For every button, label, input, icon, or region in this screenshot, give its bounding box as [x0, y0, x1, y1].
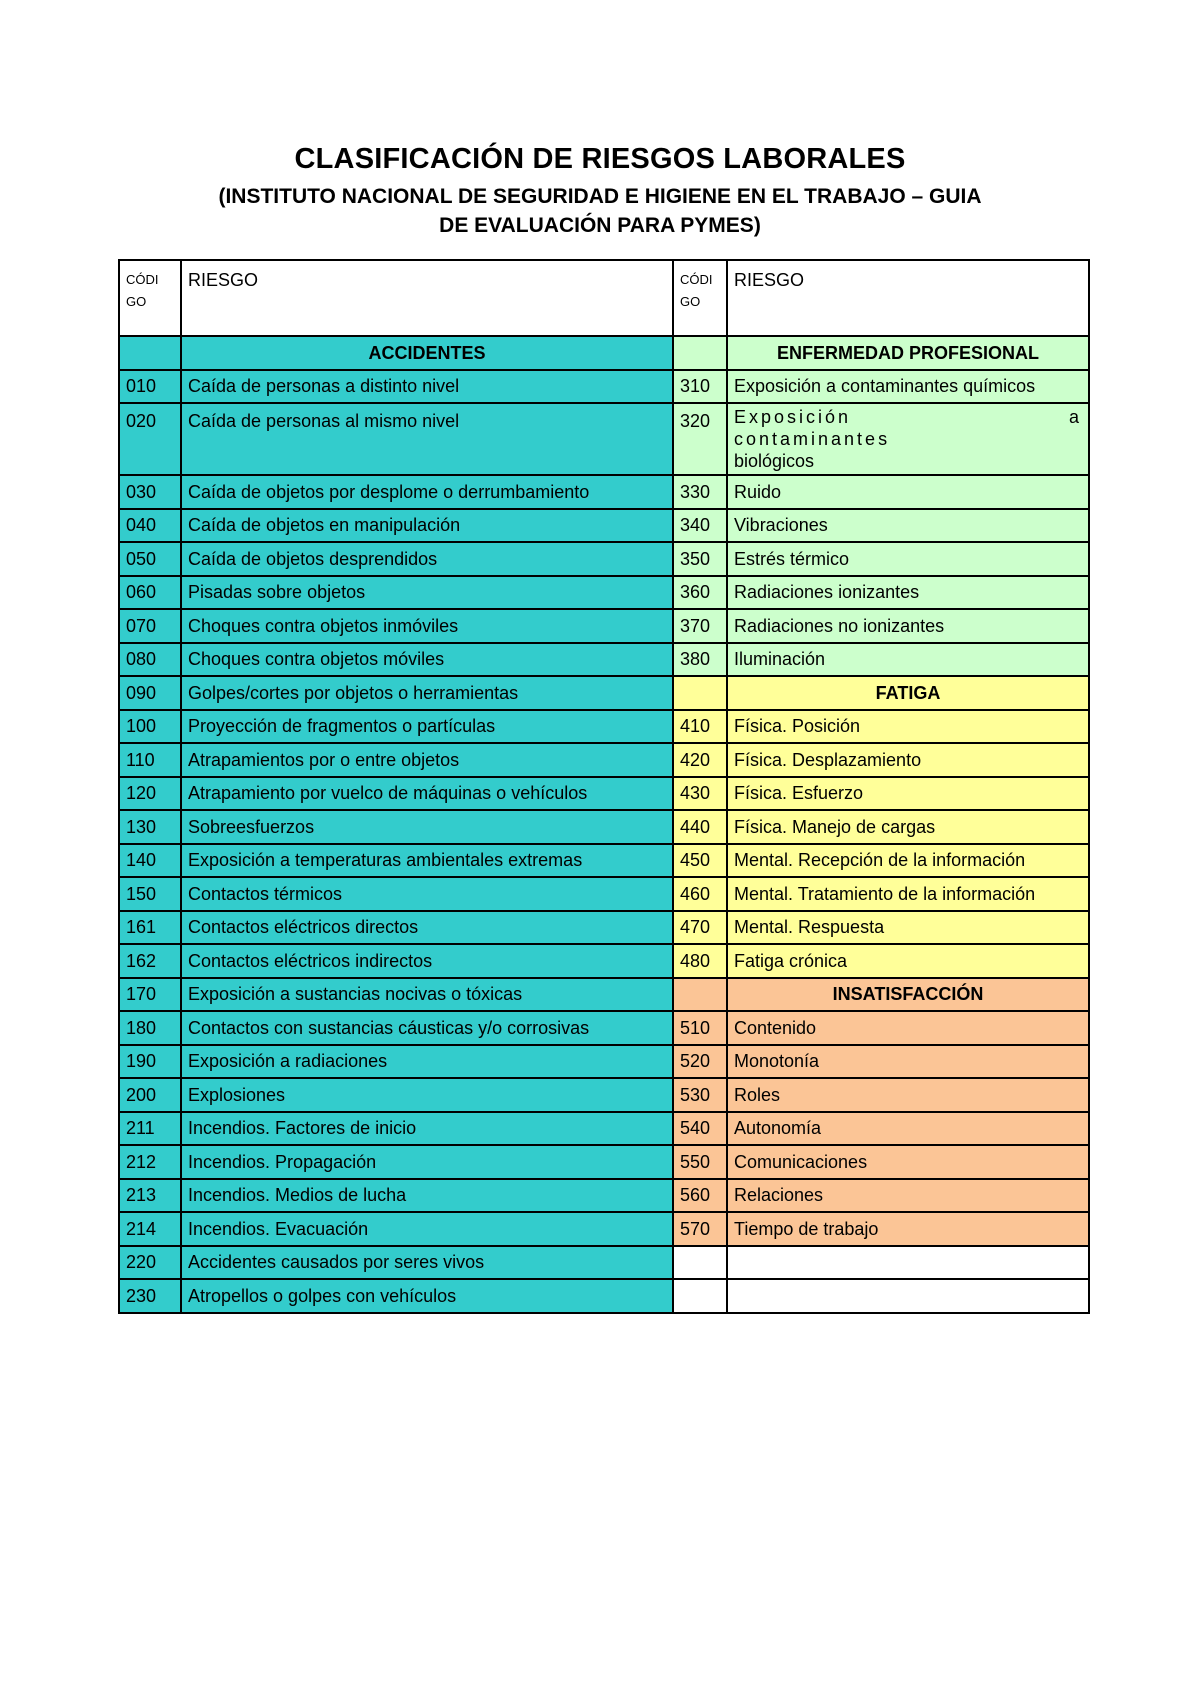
right-risk: Comunicaciones: [727, 1145, 1089, 1179]
right-risk-line-2: biológicos: [734, 451, 815, 471]
empty-cell: [673, 1246, 727, 1280]
left-risk: Exposición a sustancias nocivas o tóxicas: [181, 978, 673, 1012]
left-code: 212: [119, 1145, 181, 1179]
left-risk: Contactos con sustancias cáusticas y/o corrosivas: [181, 1011, 673, 1045]
right-code: 340: [673, 509, 727, 543]
table-row: [119, 1145, 1089, 1179]
left-code: 100: [119, 710, 181, 744]
empty-cell: [673, 1279, 727, 1313]
right-risk: Física. Esfuerzo: [727, 777, 1089, 811]
table-row: [119, 1112, 1089, 1146]
left-code: 120: [119, 777, 181, 811]
left-code: 200: [119, 1078, 181, 1112]
left-code: 180: [119, 1011, 181, 1045]
right-risk: Iluminación: [727, 643, 1089, 677]
right-risk: Tiempo de trabajo: [727, 1212, 1089, 1246]
table-row: [119, 475, 1089, 509]
left-code: 161: [119, 911, 181, 945]
subtitle-line-2: DE EVALUACIÓN PARA PYMES): [439, 214, 761, 237]
section-code-fatiga: [673, 676, 727, 710]
table-row: [119, 370, 1089, 404]
left-code: 214: [119, 1212, 181, 1246]
table-row: [119, 576, 1089, 610]
left-risk: Exposición a temperaturas ambientales extremas: [181, 844, 673, 878]
right-code: 480: [673, 944, 727, 978]
right-risk: Fatiga crónica: [727, 944, 1089, 978]
section-code-accidentes: [119, 336, 181, 370]
left-risk: Contactos eléctricos indirectos: [181, 944, 673, 978]
right-code: 360: [673, 576, 727, 610]
left-risk: Sobreesfuerzos: [181, 810, 673, 844]
right-risk: Mental. Tratamiento de la información: [727, 877, 1089, 911]
left-risk: Caída de personas al mismo nivel: [181, 403, 673, 475]
left-risk: Incendios. Propagación: [181, 1145, 673, 1179]
left-code: 213: [119, 1179, 181, 1213]
left-risk: Explosiones: [181, 1078, 673, 1112]
left-code: 162: [119, 944, 181, 978]
table-row: [119, 978, 1089, 1012]
right-code: 310: [673, 370, 727, 404]
right-risk: Radiaciones ionizantes: [727, 576, 1089, 610]
left-code: 150: [119, 877, 181, 911]
left-risk: Pisadas sobre objetos: [181, 576, 673, 610]
table-row: [119, 777, 1089, 811]
left-risk: Proyección de fragmentos o partículas: [181, 710, 673, 744]
table-row: [119, 743, 1089, 777]
left-code: 170: [119, 978, 181, 1012]
table-header-row: [119, 260, 1089, 336]
right-risk: Radiaciones no ionizantes: [727, 609, 1089, 643]
table-row: [119, 810, 1089, 844]
right-code: 460: [673, 877, 727, 911]
left-risk: Contactos térmicos: [181, 877, 673, 911]
section-title-accidentes: ACCIDENTES: [181, 336, 673, 370]
page-subtitle: [150, 182, 1050, 240]
left-risk: Incendios. Evacuación: [181, 1212, 673, 1246]
table-row: [119, 1179, 1089, 1213]
left-risk: Caída de objetos en manipulación: [181, 509, 673, 543]
right-risk: Física. Desplazamiento: [727, 743, 1089, 777]
left-risk: Incendios. Medios de lucha: [181, 1179, 673, 1213]
left-risk: Atropellos o golpes con vehículos: [181, 1279, 673, 1313]
right-code: 560: [673, 1179, 727, 1213]
left-code: 230: [119, 1279, 181, 1313]
table-row: [119, 1246, 1089, 1280]
section-title-insatisfaccion: INSATISFACCIÓN: [727, 978, 1089, 1012]
table-row: [119, 676, 1089, 710]
table-row: [119, 1045, 1089, 1079]
right-code: 450: [673, 844, 727, 878]
right-code: 520: [673, 1045, 727, 1079]
right-code: 530: [673, 1078, 727, 1112]
left-code: 130: [119, 810, 181, 844]
right-risk: Exposición a contaminantes químicos: [727, 370, 1089, 404]
right-code: 370: [673, 609, 727, 643]
section-title-enfermedad: ENFERMEDAD PROFESIONAL: [727, 336, 1089, 370]
right-code: 550: [673, 1145, 727, 1179]
right-code: 420: [673, 743, 727, 777]
header-code-left: CÓDI GO: [119, 260, 181, 336]
table-row: [119, 1011, 1089, 1045]
left-risk: Caída de objetos por desplome o derrumbamiento: [181, 475, 673, 509]
left-code: 080: [119, 643, 181, 677]
right-risk: Física. Manejo de cargas: [727, 810, 1089, 844]
table-row: [119, 911, 1089, 945]
table-row: [119, 336, 1089, 370]
table-row: [119, 609, 1089, 643]
left-code: 060: [119, 576, 181, 610]
right-code: 540: [673, 1112, 727, 1146]
left-risk: Caída de objetos desprendidos: [181, 542, 673, 576]
left-risk: Incendios. Factores de inicio: [181, 1112, 673, 1146]
right-code: 330: [673, 475, 727, 509]
risk-table: [118, 259, 1090, 1314]
right-risk: Física. Posición: [727, 710, 1089, 744]
left-code: 190: [119, 1045, 181, 1079]
right-code: 320: [673, 403, 727, 475]
left-code: 010: [119, 370, 181, 404]
right-code: 380: [673, 643, 727, 677]
left-risk: Accidentes causados por seres vivos: [181, 1246, 673, 1280]
right-code: 510: [673, 1011, 727, 1045]
left-code: 220: [119, 1246, 181, 1280]
right-code: 430: [673, 777, 727, 811]
table-row: [119, 542, 1089, 576]
right-code: 440: [673, 810, 727, 844]
left-code: 020: [119, 403, 181, 475]
right-risk-line-1: Exposición a contaminantes: [734, 407, 1082, 449]
table-row: [119, 877, 1089, 911]
right-code: 350: [673, 542, 727, 576]
left-risk: Exposición a radiaciones: [181, 1045, 673, 1079]
header-riesgo-right: RIESGO: [727, 260, 1089, 336]
left-risk: Choques contra objetos inmóviles: [181, 609, 673, 643]
left-code: 070: [119, 609, 181, 643]
header-riesgo-left: RIESGO: [181, 260, 673, 336]
header-code-right: CÓDI GO: [673, 260, 727, 336]
left-code: 090: [119, 676, 181, 710]
section-code-insatisfaccion: [673, 978, 727, 1012]
right-code: 410: [673, 710, 727, 744]
right-risk: Mental. Recepción de la información: [727, 844, 1089, 878]
left-risk: Atrapamiento por vuelco de máquinas o vehículos: [181, 777, 673, 811]
table-row: [119, 643, 1089, 677]
right-risk: Vibraciones: [727, 509, 1089, 543]
table-row: [119, 1212, 1089, 1246]
right-risk: Ruido: [727, 475, 1089, 509]
subtitle-line-1: (INSTITUTO NACIONAL DE SEGURIDAD E HIGIENE EN EL TRABAJO – GUIA: [218, 185, 982, 208]
right-risk: Roles: [727, 1078, 1089, 1112]
left-code: 030: [119, 475, 181, 509]
right-risk: Autonomía: [727, 1112, 1089, 1146]
table-row: [119, 1279, 1089, 1313]
table-row: [119, 844, 1089, 878]
empty-cell: [727, 1279, 1089, 1313]
empty-cell: [727, 1246, 1089, 1280]
left-code: 050: [119, 542, 181, 576]
left-risk: Choques contra objetos móviles: [181, 643, 673, 677]
right-risk: [727, 403, 1089, 475]
table-row: [119, 710, 1089, 744]
right-risk: Mental. Respuesta: [727, 911, 1089, 945]
table-row: [119, 509, 1089, 543]
left-risk: Atrapamientos por o entre objetos: [181, 743, 673, 777]
left-risk: Caída de personas a distinto nivel: [181, 370, 673, 404]
right-risk: Contenido: [727, 1011, 1089, 1045]
right-code: 570: [673, 1212, 727, 1246]
left-code: 211: [119, 1112, 181, 1146]
left-code: 040: [119, 509, 181, 543]
section-title-fatiga: FATIGA: [727, 676, 1089, 710]
left-risk: Golpes/cortes por objetos o herramientas: [181, 676, 673, 710]
page-title: CLASIFICACIÓN DE RIESGOS LABORALES: [294, 143, 906, 175]
table-row: [119, 1078, 1089, 1112]
right-risk: Monotonía: [727, 1045, 1089, 1079]
table-row: [119, 944, 1089, 978]
right-risk: Relaciones: [727, 1179, 1089, 1213]
left-code: 110: [119, 743, 181, 777]
right-risk: Estrés térmico: [727, 542, 1089, 576]
right-code: 470: [673, 911, 727, 945]
left-risk: Contactos eléctricos directos: [181, 911, 673, 945]
table-row: [119, 403, 1089, 475]
left-code: 140: [119, 844, 181, 878]
section-code-enfermedad: [673, 336, 727, 370]
